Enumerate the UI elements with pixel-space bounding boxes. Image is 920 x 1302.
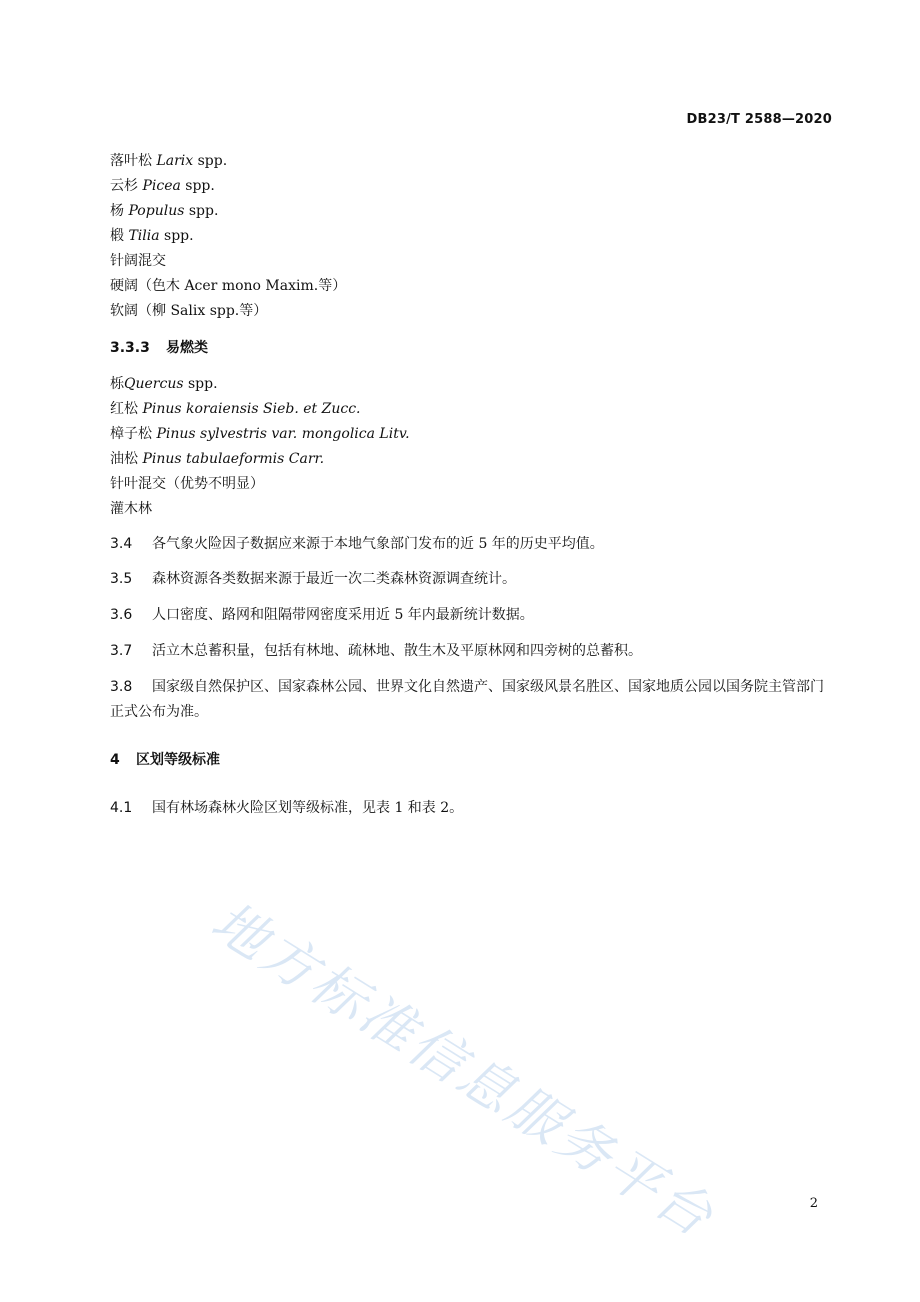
clause-number: 3.5 (110, 571, 133, 587)
species-cn-name: 硬阔（色木 Acer mono Maxim.等） (110, 278, 347, 294)
species-latin-name: Tilia (128, 228, 160, 244)
species-latin-name: Pinus sylvestris var. mongolica Litv. (156, 426, 410, 442)
clause-text: 国家级自然保护区、国家森林公园、世界文化自然遗产、国家级风景名胜区、国家地质公园以国务院主管部门正式公布为准。 (110, 679, 824, 720)
section-heading-4 (110, 750, 220, 770)
species-item (110, 226, 194, 246)
species-cn-name: 油松 (110, 451, 138, 467)
watermark: 地方标准信息服务平台 (200, 889, 727, 1251)
species-cn-name: 针阔混交 (110, 253, 166, 269)
species-cn-name: 椴 (110, 228, 124, 244)
species-cn-name: 灌木林 (110, 501, 152, 517)
species-cn-name: 落叶松 (110, 153, 152, 169)
clause-number: 3.7 (110, 643, 133, 659)
clause-3-8 (110, 675, 832, 725)
species-latin-name: Pinus koraiensis Sieb. et Zucc. (142, 401, 361, 417)
species-cn-name: 云杉 (110, 178, 138, 194)
species-cn-name: 针叶混交（优势不明显） (110, 476, 264, 492)
clause-number: 3.8 (110, 679, 133, 695)
section-title: 区划等级标准 (136, 752, 220, 768)
clause-3-7 (110, 639, 832, 664)
clause-number: 3.6 (110, 607, 133, 623)
species-item (110, 176, 215, 196)
species-item (110, 301, 267, 321)
species-item (110, 399, 361, 419)
section-number: 4 (110, 752, 120, 768)
clause-3-5 (110, 567, 832, 592)
species-latin-name: Quercus (124, 376, 184, 392)
species-suffix: spp. (197, 153, 228, 169)
clause-3-6 (110, 603, 832, 628)
species-suffix: spp. (187, 376, 218, 392)
species-cn-name: 樟子松 (110, 426, 152, 442)
clause-text: 活立木总蓄积量，包括有林地、疏林地、散生木及平原林网和四旁树的总蓄积。 (152, 643, 642, 659)
species-item (110, 151, 227, 171)
species-cn-name: 软阔（柳 Salix spp.等） (110, 303, 268, 319)
section-heading-3-3-3 (110, 338, 208, 358)
species-item (110, 449, 324, 469)
clause-number: 3.4 (110, 536, 133, 552)
species-item (110, 499, 152, 519)
section-number: 3.3.3 (110, 340, 150, 356)
species-item (110, 424, 410, 444)
species-cn-name: 栎 (110, 376, 124, 392)
clause-text: 森林资源各类数据来源于最近一次二类森林资源调查统计。 (152, 571, 516, 587)
clause-3-4 (110, 532, 832, 557)
species-latin-name: Pinus tabulaeformis Carr. (142, 451, 325, 467)
clause-4-1 (110, 796, 832, 821)
clause-text: 各气象火险因子数据应来源于本地气象部门发布的近 5 年的历史平均值。 (152, 536, 604, 552)
page-number: 2 (809, 1196, 818, 1211)
species-suffix: spp. (188, 203, 219, 219)
section-title: 易燃类 (166, 340, 208, 356)
clause-number: 4.1 (110, 800, 133, 816)
species-item (110, 251, 166, 271)
species-suffix: spp. (164, 228, 194, 244)
standard-code: DB23/T 2588—2020 (686, 112, 832, 127)
species-cn-name: 杨 (110, 203, 124, 219)
species-suffix: spp. (185, 178, 215, 194)
species-cn-name: 红松 (110, 401, 138, 417)
clause-text: 人口密度、路网和阻隔带网密度采用近 5 年内最新统计数据。 (152, 607, 534, 623)
species-item (110, 474, 264, 494)
species-latin-name: Populus (128, 203, 185, 219)
species-latin-name: Larix (156, 153, 194, 169)
species-item (110, 374, 218, 394)
clause-text: 国有林场森林火险区划等级标准，见表 1 和表 2。 (152, 800, 464, 816)
species-item (110, 276, 346, 296)
species-item (110, 201, 218, 221)
species-latin-name: Picea (142, 178, 181, 194)
